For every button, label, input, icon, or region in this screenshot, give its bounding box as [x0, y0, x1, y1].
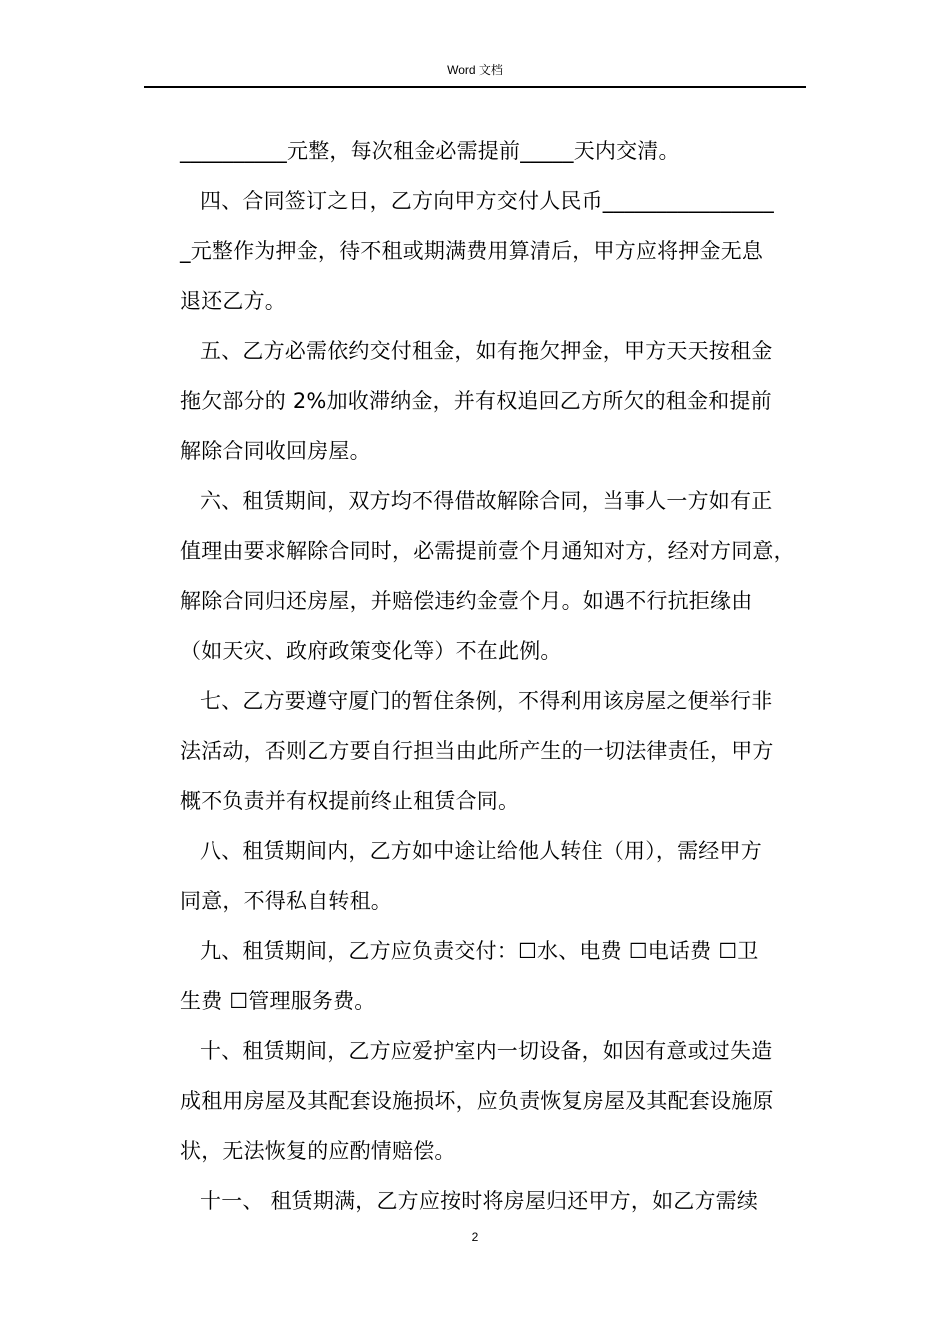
body-line: 概不负责并有权提前终止租赁合同。: [180, 789, 520, 813]
body-line: 同意，不得私自转租。: [180, 889, 392, 913]
page-header: Word 文档: [447, 63, 503, 77]
header-divider: [144, 86, 806, 88]
body-line: 状，无法恢复的应酌情赔偿。: [180, 1139, 456, 1163]
body-line: （如天灾、政府政策变化等）不在此例。: [180, 639, 562, 663]
body-line: 九、租赁期间，乙方应负责交付：☐水、电费 ☐电话费 ☐卫: [200, 939, 759, 963]
body-line: 法活动，否则乙方要自行担当由此所产生的一切法律责任，甲方: [180, 739, 774, 763]
body-line: 六、租赁期间，双方均不得借故解除合同，当事人一方如有正: [200, 489, 773, 513]
body-line: 解除合同收回房屋。: [180, 439, 371, 463]
body-line: 七、乙方要遵守厦门的暂住条例，不得利用该房屋之便举行非: [200, 689, 773, 713]
body-line: 退还乙方。: [180, 289, 286, 313]
body-line: 八、租赁期间内，乙方如中途让给他人转住（用），需经甲方: [200, 839, 762, 863]
body-line: 解除合同归还房屋，并赔偿违约金壹个月。如遇不行抗拒缘由: [180, 589, 753, 613]
page-number: 2: [471, 1230, 479, 1244]
body-line: 十、租赁期间，乙方应爱护室内一切设备，如因有意或过失造: [200, 1039, 773, 1063]
body-line: 成租用房屋及其配套设施损坏，应负责恢复房屋及其配套设施原: [180, 1089, 774, 1113]
body-line: 五、乙方必需依约交付租金，如有拖欠押金，甲方天天按租金: [200, 339, 773, 363]
body-line: _元整作为押金，待不租或期满费用算清后，甲方应将押金无息: [180, 239, 764, 263]
body-line: 十一、 租赁期满，乙方应按时将房屋归还甲方，如乙方需续: [200, 1189, 759, 1213]
body-line: 拖欠部分的 2%加收滞纳金，并有权追回乙方所欠的租金和提前: [180, 389, 772, 413]
body-line: 值理由要求解除合同时，必需提前壹个月通知对方，经对方同意，: [180, 539, 795, 563]
body-line: 生费 ☐管理服务费。: [180, 989, 376, 1013]
body-line: __________元整，每次租金必需提前_____天内交清。: [180, 139, 680, 163]
body-line: 四、合同签订之日，乙方向甲方交付人民币________________: [200, 189, 774, 213]
